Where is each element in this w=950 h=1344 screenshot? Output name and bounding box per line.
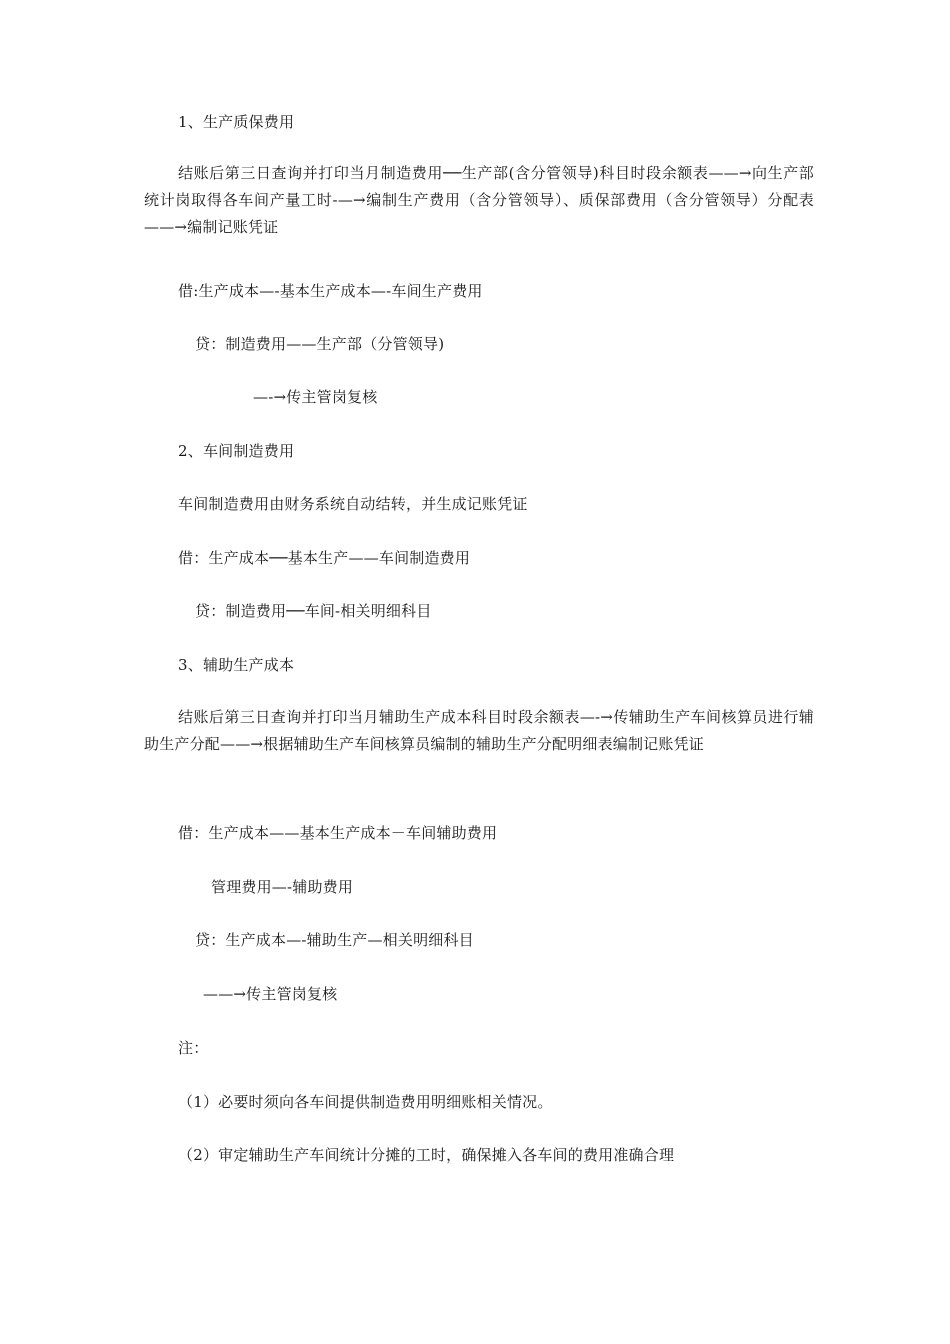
note-item-2: （2）审定辅助生产车间统计分摊的工时，确保摊入各车间的费用准确合理 [178,1146,675,1164]
section-1-process: 结账后第三日查询并打印当月制造费用──生产部(含分管领导)科目时段余额表——→向生产部统计岗取得各车间产量工时-—→编制生产费用（含分管领导）、质保部费用（含分管领导）分配表——→编制记账凭证 [144,164,814,236]
section-1-credit-entry: 贷：制造费用——生产部（分管领导) [195,335,445,353]
section-3-process: 结账后第三日查询并打印当月辅助生产成本科目时段余额表—-→传辅助生产车间核算员进行辅助生产分配——→根据辅助生产车间核算员编制的辅助生产分配明细表编制记账凭证 [144,708,814,753]
section-2-description: 车间制造费用由财务系统自动结转，并生成记账凭证 [178,495,528,513]
section-2-debit-entry: 借：生产成本──基本生产——车间制造费用 [178,549,471,567]
section-1-debit-entry: 借:生产成本—-基本生产成本—-车间生产费用 [178,282,483,300]
section-3-heading: 3、辅助生产成本 [178,656,295,674]
section-3-review-step: ——→传主管岗复核 [203,985,338,1003]
note-heading: 注： [178,1039,209,1057]
note-item-1: （1）必要时须向各车间提供制造费用明细账相关情况。 [178,1093,553,1111]
section-3-credit-entry: 贷：生产成本—-辅助生产—相关明细科目 [195,931,474,949]
section-1-heading: 1、生产质保费用 [178,113,295,131]
section-2-heading: 2、车间制造费用 [178,442,295,460]
section-3-debit-entry: 借：生产成本——基本生产成本－车间辅助费用 [178,824,498,842]
section-1-review-step: —-→传主管岗复核 [253,388,378,406]
section-3-debit-entry-2: 管理费用—-辅助费用 [211,878,354,896]
section-2-credit-entry: 贷：制造费用──车间-相关明细科目 [195,602,432,620]
